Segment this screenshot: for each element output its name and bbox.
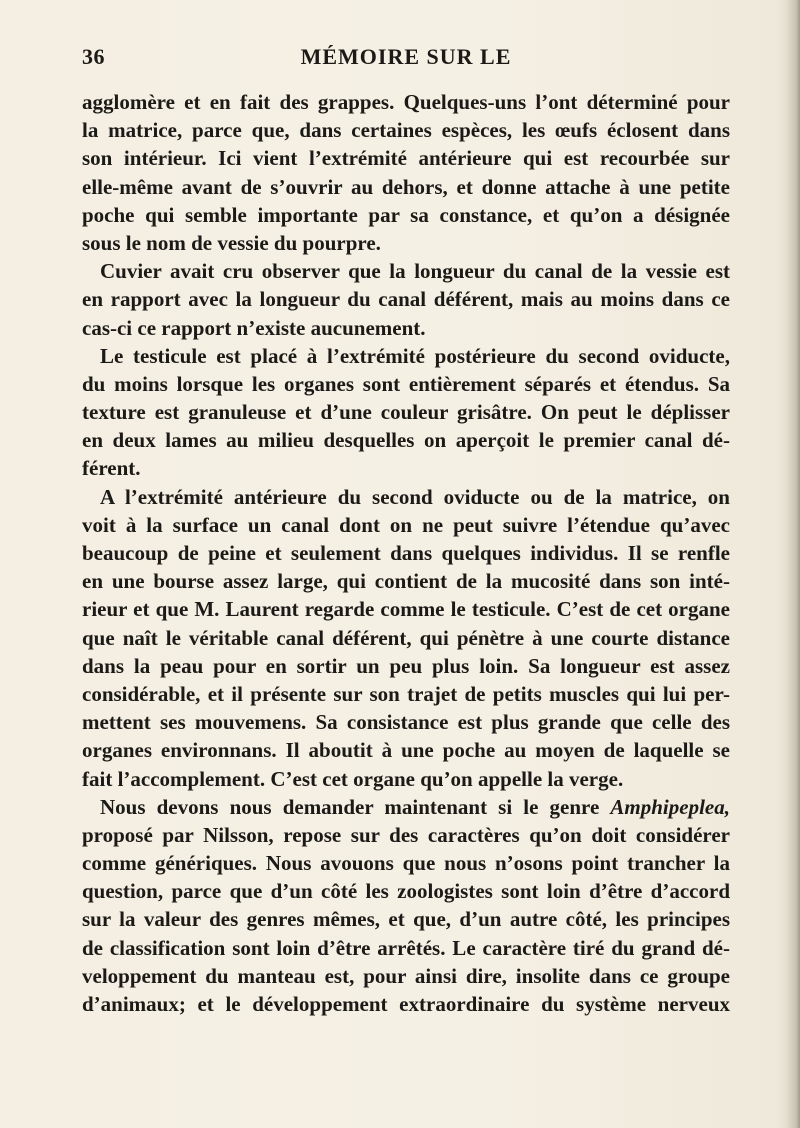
text-line-genus (82, 793, 730, 821)
running-head (82, 44, 730, 74)
text-line: organes environnans. Il aboutit à une poche au moyen de laquelle se (82, 738, 730, 763)
text-line: A l’extrémité antérieure du second oviducte ou de la matrice, on (100, 484, 730, 509)
text-line: la matrice, parce que, dans certaines espèces, les œufs éclosent dans (82, 118, 730, 143)
body-text (82, 88, 730, 1018)
text-line: poche qui semble importante par sa constance, et qu’on a désignée (82, 202, 730, 227)
text-line: texture est granuleuse et d’une couleur grisâtre. On peut le déplisser (82, 400, 730, 425)
text-line: en deux lames au milieu desquelles on aperçoit le premier canal dé- (82, 428, 730, 453)
text-line: d’animaux; et le développement extraordinaire du système nerveux (82, 992, 730, 1016)
text-line: veloppement du manteau est, pour ainsi dire, insolite dans ce groupe (82, 963, 730, 988)
text-line: rieur et que M. Laurent regarde comme le testicule. C’est de cet organe (82, 597, 730, 622)
page-edge-shadow (786, 0, 800, 1128)
text-line: voit à la surface un canal dont on ne peut suivre l’étendue qu’avec (82, 512, 730, 537)
running-title: MÉMOIRE SUR LE (300, 44, 512, 69)
text-line: son intérieur. Ici vient l’extrémité antérieure qui est recourbée sur (82, 146, 730, 171)
text-line: Le testicule est placé à l’extrémité postérieure du second oviducte, (100, 343, 730, 368)
text-line: mettent ses mouvemens. Sa consistance est plus grande que celle des (82, 710, 730, 735)
text-line: dans la peau pour en sortir un peu plus loin. Sa longueur est assez (82, 653, 730, 678)
text-line: du moins lorsque les organes sont entièrement séparés et étendus. Sa (82, 371, 730, 396)
text-line: Cuvier avait cru observer que la longueur du canal de la vessie est (100, 259, 730, 284)
text-line: fait l’accomplement. C’est cet organe qu’on appelle la verge. (82, 766, 624, 791)
text-line: beaucoup de peine et seulement dans quelques individus. Il se renfle (82, 541, 730, 565)
text-line: que naît le véritable canal déférent, qui pénètre à une courte distance (82, 625, 730, 650)
text-line: de classification sont loin d’être arrêtés. Le caractère tiré du grand dé- (82, 935, 730, 960)
text-line: sous le nom de vessie du pourpre. (82, 230, 381, 255)
text-line: considérable, et il présente sur son trajet de petits muscles qui lui per- (82, 681, 730, 706)
text-line: en une bourse assez large, qui contient de la mucosité dans son inté- (82, 569, 730, 594)
text-line: question, parce que d’un côté les zoologistes sont loin d’être d’accord (82, 879, 730, 904)
genus-name: Amphipeplea, (610, 794, 730, 819)
text-line: en rapport avec la longueur du canal déférent, mais au moins dans ce (82, 287, 730, 312)
text-line: cas-ci ce rapport n’existe aucunement. (82, 315, 426, 340)
text-line: proposé par Nilsson, repose sur des caractères qu’on doit considérer (82, 822, 730, 847)
text-line: elle-même avant de s’ouvrir au dehors, et donne attache à une petite (82, 174, 730, 199)
text-line: sur la valeur des genres mêmes, et que, d’un autre côté, les principes (82, 907, 730, 932)
text-line: agglomère et en fait des grappes. Quelques-uns l’ont déterminé pour (82, 90, 730, 114)
genus-sentence-start: Nous devons nous demander maintenant si le genre (100, 794, 600, 819)
text-line: férent. (82, 456, 141, 481)
page-number: 36 (82, 44, 105, 69)
text-line: comme génériques. Nous avouons que nous n’osons point trancher la (82, 851, 730, 876)
